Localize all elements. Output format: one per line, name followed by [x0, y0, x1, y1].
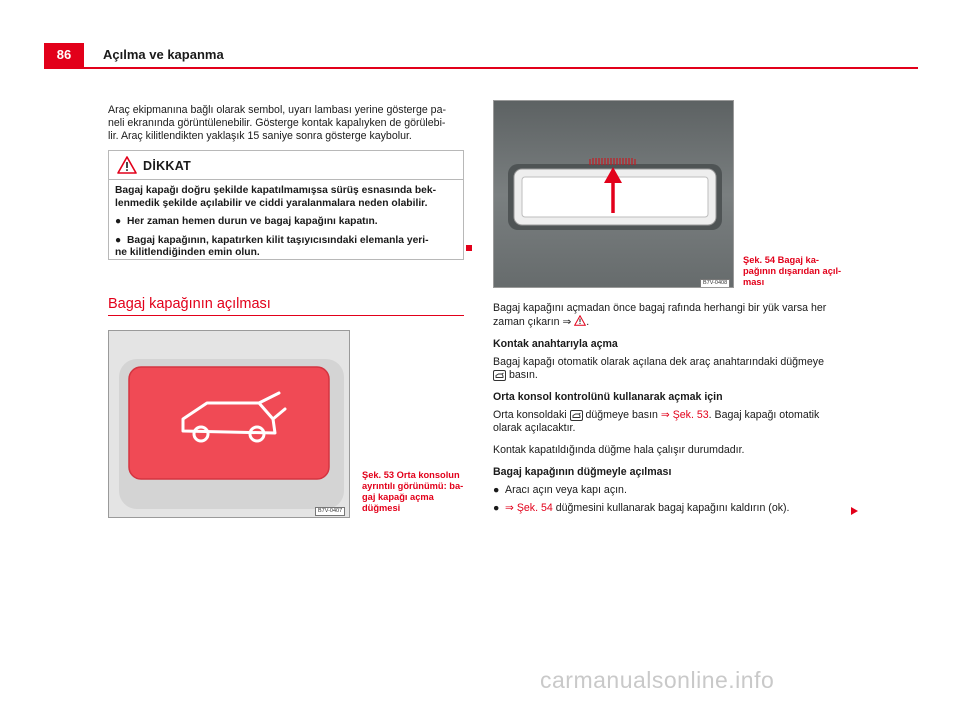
text-fragment: düğmeye basın	[582, 409, 661, 421]
text-line: Bagaj kapağı otomatik olarak açılana dek araç anahtarındaki düğmeye	[493, 356, 824, 368]
text-line	[493, 369, 853, 382]
paragraph-1	[493, 302, 853, 329]
figure-reference-link[interactable]: ⇒ Şek. 54	[505, 502, 553, 514]
intro-paragraph	[108, 104, 468, 143]
warning-title: DİKKAT	[143, 159, 192, 173]
figure-54-image	[493, 100, 734, 288]
warning-bullet: ● Her zaman hemen durun ve bagaj kapağını kapatın.	[115, 216, 378, 228]
paragraph-4: Kontak kapatıldığında düğme hala çalışır durumdadır.	[493, 444, 745, 456]
watermark: carmanualsonline.info	[540, 667, 775, 693]
right-column	[493, 302, 853, 515]
chapter-title: Açılma ve kapanma	[103, 47, 224, 62]
list-item-text: Aracı açın veya kapı açın.	[505, 484, 627, 496]
text-fragment: Orta konsoldaki	[493, 409, 570, 421]
warning-bullet-text: Bagaj kapağının, kapatırken kilit taşıyıcısındaki elemanla yeri-	[127, 234, 429, 246]
trunk-exterior-illustration	[494, 101, 734, 288]
warning-bullet-text: Her zaman hemen durun ve bagaj kapağını kapatın.	[127, 216, 378, 228]
trunk-button-icon	[570, 410, 583, 421]
text-fragment: . Bagaj kapağı otomatik	[708, 409, 820, 421]
text-fragment: zaman çıkarın ⇒	[493, 316, 575, 328]
figure-code: B7V-0408	[700, 279, 730, 288]
heading-button: Bagaj kapağının düğmeyle açılması	[493, 466, 672, 478]
paragraph-3	[493, 409, 853, 435]
intro-line: neli ekranında görüntülenebilir. Gösterge kontak kapalıyken de görülebi-	[108, 117, 446, 129]
figure-54-caption	[743, 255, 841, 288]
warning-bullet-text: ne kilitlendiğinden emin olun.	[115, 247, 260, 259]
figure-53-caption	[362, 470, 463, 514]
intro-line: lir. Araç kilitlendikten yaklaşık 15 saniye sonra gösterge kaybolur.	[108, 130, 412, 142]
caption-line: ayrıntılı görünümü: ba-	[362, 481, 464, 491]
text-line	[493, 315, 853, 329]
warning-text-line: lenmedik şekilde açılabilir ve ciddi yaralanmalara neden olabilir.	[115, 197, 428, 209]
end-marker	[466, 245, 472, 251]
caption-line: gaj kapağı açma	[362, 492, 434, 502]
trunk-key-icon	[493, 370, 506, 381]
caption-line: düğmesi	[362, 503, 401, 513]
paragraph-2	[493, 356, 853, 382]
section-rule	[108, 315, 464, 316]
warning-text	[115, 185, 461, 210]
warning-bullet: ● Bagaj kapağının, kapatırken kilit taşıyıcısındaki elemanla yeri- ne kilitlendiğinden emin olun.	[115, 234, 429, 259]
warning-triangle-icon	[117, 156, 137, 174]
text-fragment: .	[586, 316, 590, 328]
text-fragment: basın.	[506, 369, 538, 381]
header-rule	[44, 67, 918, 69]
warning-box	[108, 150, 464, 260]
heading-console: Orta konsol kontrolünü kullanarak açmak için	[493, 391, 723, 403]
text-line: olarak açılacaktır.	[493, 422, 576, 434]
figure-code: B7V-0407	[315, 507, 345, 516]
text-line	[493, 409, 853, 422]
list-item: ● Aracı açın veya kapı açın.	[493, 484, 627, 496]
warning-text-line: Bagaj kapağı doğru şekilde kapatılmamışsa sürüş esnasında bek-	[115, 185, 437, 196]
warning-triangle-icon	[574, 315, 586, 326]
heading-key: Kontak anahtarıyla açma	[493, 338, 618, 350]
caption-line: Şek. 53 Orta konsolun	[362, 470, 460, 480]
section-title: Bagaj kapağının açılması	[108, 296, 271, 312]
figure-reference-link[interactable]: ⇒ Şek. 53	[660, 409, 709, 421]
list-item-text: düğmesini kullanarak bagaj kapağını kaldırın (ok).	[552, 502, 790, 514]
caption-line: pağının dışarıdan açıl-	[743, 266, 842, 276]
list-item: ● ⇒ Şek. 54 düğmesini kullanarak bagaj kapağını kaldırın (ok).	[493, 502, 790, 514]
text-line: Bagaj kapağını açmadan önce bagaj rafında herhangi bir yük varsa her	[493, 302, 827, 314]
intro-line: Araç ekipmanına bağlı olarak sembol, uyarı lambası yerine gösterge pa-	[108, 104, 446, 116]
continue-arrow-icon	[851, 507, 858, 515]
warning-body	[115, 185, 461, 266]
figure-53-image	[108, 330, 350, 518]
page-number: 86	[44, 43, 84, 67]
caption-line: Şek. 54 Bagaj ka-	[743, 255, 819, 265]
caption-line: ması	[743, 277, 765, 287]
warning-header	[109, 151, 463, 180]
trunk-button-illustration	[109, 331, 350, 518]
